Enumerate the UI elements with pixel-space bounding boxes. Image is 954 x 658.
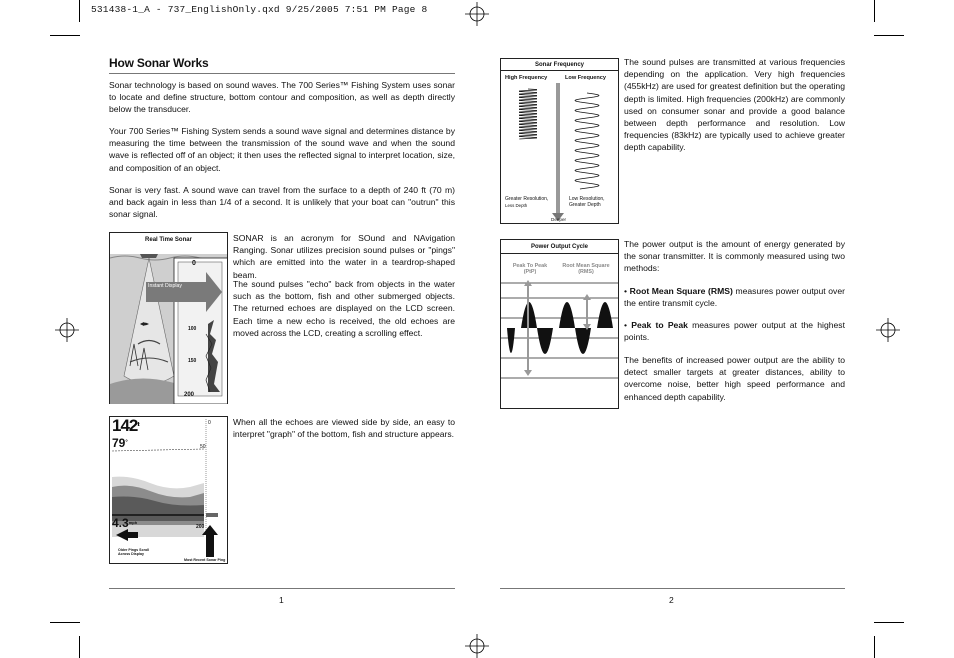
page-number: 1 [279, 595, 284, 605]
page-number: 2 [669, 595, 674, 605]
paragraph-power-intro: The power output is the amount of energy generated by the sonar transmitter. It is commonly measured using two methods: [624, 239, 845, 274]
paragraph-benefits: The benefits of increased power output are the ability to detect smaller targets at greater distances, ability to overcome noise, better high speed performance and enhanced depth capability. [624, 355, 845, 402]
rms-label [555, 263, 617, 275]
registration-mark-icon [55, 318, 79, 342]
registration-mark-icon [465, 634, 489, 658]
high-frequency-label: High Frequency [505, 75, 548, 81]
bullet-term: Peak to Peak [631, 320, 688, 330]
label-line: (RMS) [578, 269, 594, 275]
recent-ping-caption: Most Recent Sonar Ping [184, 558, 226, 562]
power-output-figure [500, 239, 619, 409]
registration-mark-icon [465, 2, 489, 26]
temperature-readout [112, 437, 128, 449]
crop-mark [874, 636, 875, 658]
paragraph-intro: Sonar technology is based on sound waves. The 700 Series™ Fishing System uses sonar to locate and define structure, bottom contour and composition, as well as depth directly below the transducer. [109, 80, 455, 115]
footer-rule [109, 588, 455, 589]
scale-label: 0 [208, 420, 211, 426]
speed-value: 4.3 [112, 516, 129, 530]
low-frequency-label: Low Frequency [565, 75, 607, 81]
deeper-label: Deeper [551, 217, 567, 222]
caption-line: Less Depth [505, 202, 528, 208]
scale-label: 50 [200, 444, 206, 450]
crop-mark [50, 622, 80, 623]
scale-label: 0 [192, 260, 196, 267]
bullet-rms: • Root Mean Square (RMS) measures power output over the entire transmit cycle. [624, 286, 845, 309]
figure-title: Sonar Frequency [534, 62, 584, 68]
footer-rule [500, 588, 845, 589]
scale-label: 200 [196, 524, 205, 530]
bullet-text: measures power output over the entire transmit cycle. [624, 286, 845, 309]
label-line: (PtP) [523, 269, 537, 275]
real-time-sonar-figure [109, 232, 228, 404]
wave-line [519, 89, 536, 139]
depth-unit: ft [137, 422, 139, 428]
instant-display-label: Instant Display [148, 283, 183, 289]
paragraph-signal: Your 700 Series™ Fishing System sends a sound wave signal and determines distance by measuring the time between the transmission of the sound wave and when the sound wave is reflected off of an object; it then uses the reflected signal to interpret location, size, and composition of an object. [109, 126, 455, 173]
section-heading: How Sonar Works [109, 56, 209, 70]
label-line: Root Mean Square [562, 263, 610, 269]
crop-mark [874, 35, 904, 36]
peak-to-peak-label [505, 263, 555, 275]
scale-label: 200 [184, 392, 195, 398]
older-pings-caption: Older Pings Scroll Across Display [118, 548, 150, 556]
depth-readout [112, 417, 139, 434]
bullet-term: Root Mean Square (RMS) [629, 286, 733, 296]
speed-readout [112, 517, 137, 529]
sonar-frequency-figure [500, 58, 619, 224]
sonar-beam-illustration [110, 244, 227, 404]
crop-mark [50, 35, 80, 36]
temperature-value: 79 [112, 436, 126, 450]
registration-mark-icon [876, 318, 900, 342]
crop-mark [79, 636, 80, 658]
scale-label: 150 [188, 358, 197, 364]
low-frequency-caption [569, 197, 605, 208]
paragraph-echoes: The sound pulses "echo" back from objects in the water such as the bottom, fish and other submerged objects. The returned echoes are displayed on the LCD screen. Each time a new echo is received, the old echoes are moved across the LCD, creating a scrolling effect. [233, 279, 455, 338]
caption-line: Low Resolution, [569, 196, 605, 202]
power-cycle-waveform [501, 278, 618, 408]
figure-title: Power Output Cycle [530, 244, 588, 250]
paragraph-sonar-acronym: SONAR is an acronym for SOund and NAvigation Ranging. Sonar utilizes precision sound pulses or "pings" which are emitted into the water in a teardrop-shaped beam. [233, 233, 455, 280]
heading-rule [109, 73, 455, 74]
crop-mark [79, 0, 80, 22]
paragraph-frequency: The sound pulses are transmitted at various frequencies depending on the application. Very high frequencies (455kHz) are used for greatest definition but the operating depth is limited. High frequencies (200kHz) are commonly used on consumer sonar and provide a good balance between depth performance and resolution. Low frequencies (83kHz) are typically used to achieve greater depth capability. [624, 57, 845, 153]
caption-line: Greater Resolution, [505, 196, 549, 202]
bullet-peak: • Peak to Peak measures power output at the highest points. [624, 320, 845, 343]
figure-title: Real Time Sonar [145, 237, 192, 243]
caption-line: Greater Depth [569, 201, 601, 208]
scale-label: 100 [188, 326, 197, 332]
temperature-unit: ° [125, 440, 128, 446]
crop-mark [874, 622, 904, 623]
high-frequency-caption [505, 197, 548, 208]
bullet-text: measures power output at the highest points. [624, 320, 845, 343]
speed-unit: mph [128, 520, 138, 525]
file-slug: 531438-1_A - 737_EnglishOnly.qxd 9/25/2005 7:51 PM Page 8 [91, 4, 428, 15]
label-line: Peak To Peak [512, 263, 548, 269]
sonar-graph-figure [109, 416, 228, 564]
depth-value: 142 [112, 416, 138, 435]
paragraph-graph: When all the echoes are viewed side by side, an easy to interpret "graph" of the bottom, fish and structure appears. [233, 417, 455, 440]
title-underline [501, 253, 618, 254]
crop-mark [874, 0, 875, 22]
wave-line [575, 93, 599, 189]
paragraph-speed: Sonar is very fast. A sound wave can travel from the surface to a depth of 240 ft (70 m) and back again in less than 1/4 of a second. It is unlikely that your boat can "outrun" this sonar signal. [109, 185, 455, 220]
